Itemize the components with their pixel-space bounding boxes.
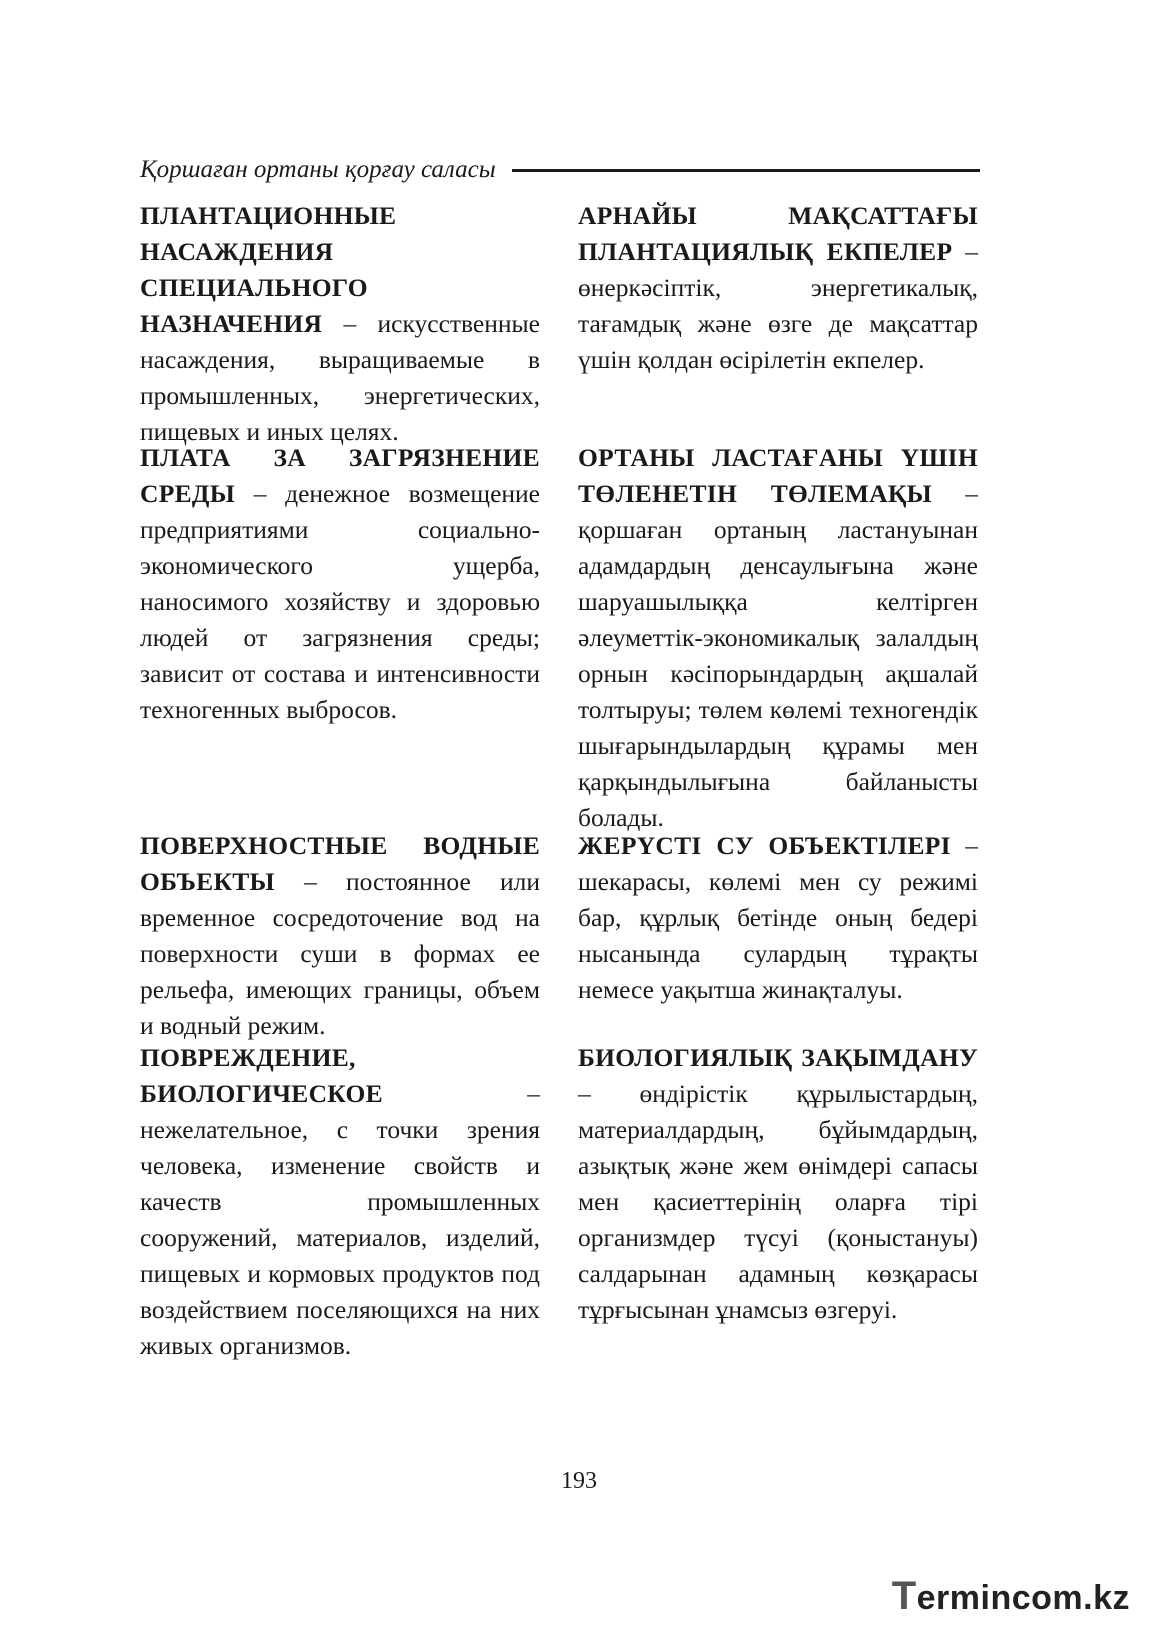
entry-definition: – өндірістік құрылыстардың, материалдардың, бұйымдардың, азықтық және жем өнімдері сапасы мен қасиеттерінің оларға тірі организмдер түсуі (қоныстануы) салдарынан адамның көзқарасы тұрғысынан ұнамсыз өзгеруі.: [578, 1079, 978, 1324]
entry-definition: – шекарасы, көлемі мен су режимі бар, құрлық бетінде оның бедері нысанында сулардың тұрақты немесе уақытша жинақталуы.: [578, 831, 978, 1004]
entry-right-3: [578, 828, 978, 1008]
page-number: 193: [561, 1468, 597, 1494]
entry-left-3: [140, 828, 540, 1044]
entry-term: ПОВЕРХНОСТНЫЕ ВОДНЫЕ ОБЪЕКТЫ: [140, 831, 540, 896]
running-header: [140, 150, 980, 190]
entry-term: ПЛАНТАЦИОННЫЕ НАСАЖДЕНИЯ СПЕЦИАЛЬНОГО НАЗНАЧЕНИЯ: [140, 201, 397, 338]
watermark-first-letter: T: [891, 1574, 917, 1618]
watermark-o: o: [1031, 1579, 1053, 1617]
entry-term: АРНАЙЫ МАҚСАТТАҒЫ ПЛАНТАЦИЯЛЫҚ ЕКПЕЛЕР: [578, 201, 978, 266]
header-title: Қоршаған ортаны қорғау саласы: [140, 156, 496, 183]
entry-term: БИОЛОГИЯЛЫҚ ЗАҚЫМДАНУ: [578, 1043, 978, 1072]
entry-term: ЖЕРҮСТІ СУ ОБЪЕКТІЛЕРІ: [578, 831, 951, 860]
entry-term: ПОВРЕЖДЕНИЕ, БИОЛОГИЧЕСКОЕ: [140, 1043, 383, 1108]
entry-left-4: [140, 1040, 540, 1364]
entry-definition: – искусственные насаждения, выращиваемые в промышленных, энергетических, пищевых и иных целях.: [140, 309, 540, 446]
entry-term: ОРТАНЫ ЛАСТАҒАНЫ ҮШІН ТӨЛЕНЕТІН ТӨЛЕМАҚЫ: [578, 443, 978, 508]
entry-definition: – қоршаған ортаның ластануынан адамдардың денсаулығына және шаруашылыққа келтірген әлеуметтік-экономикалық залалдың орнын кәсіпорындардың ақшалай толтыруы; төлем көлемі техногендік шығарындылардың құрамы мен қарқындылығына байланысты болады.: [578, 479, 978, 832]
watermark-text: erminc: [916, 1579, 1032, 1617]
entry-definition: – денежное возмещение предприятиями социально-экономического ущерба, наносимого хозяйству и здоровью людей от загрязнения среды; зависит от состава и интенсивности техногенных выбросов.: [140, 479, 540, 724]
entry-left-2: [140, 440, 540, 728]
entry-definition: – нежелательное, с точки зрения человека, изменение свойств и качеств промышленных сооружений, материалов, изделий, пищевых и кормовых продуктов под воздействием поселяющихся на них живых организмов.: [140, 1079, 540, 1360]
watermark-tail: m.kz: [1052, 1579, 1130, 1617]
entry-definition: – өнеркәсіптік, энергетикалық, тағамдық және өзге де мақсаттар үшін қолдан өсірілетін екпелер.: [578, 237, 978, 374]
entry-right-4: [578, 1040, 978, 1328]
entry-right-1: [578, 198, 978, 378]
entry-term: ПЛАТА ЗА ЗАГРЯЗНЕНИЕ СРЕДЫ: [140, 443, 540, 508]
watermark-logo: [892, 1574, 1130, 1619]
entry-definition: – постоянное или временное сосредоточение вод на поверхности суши в формах ее рельефа, имеющих границы, объем и водный режим.: [140, 867, 540, 1040]
header-rule: [512, 169, 980, 172]
entry-right-2: [578, 440, 978, 836]
entry-left-1: [140, 198, 540, 450]
